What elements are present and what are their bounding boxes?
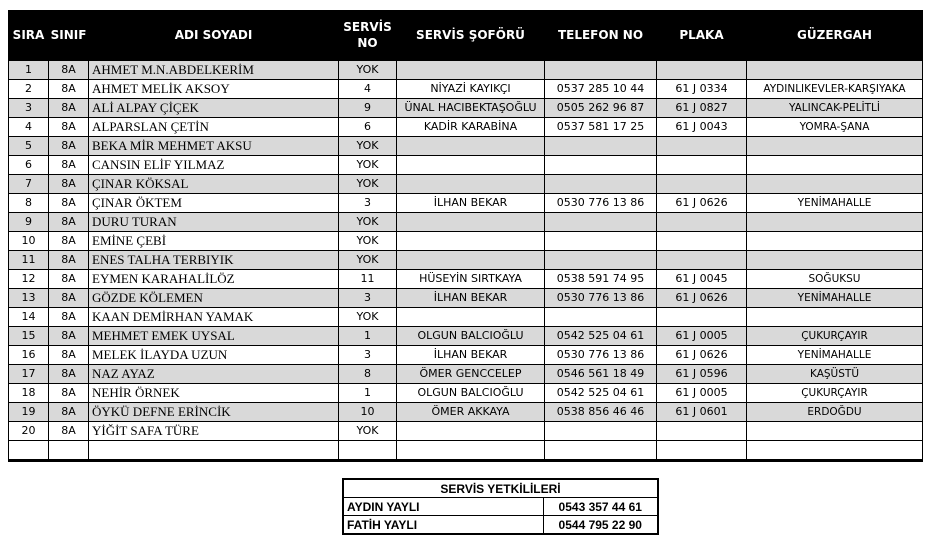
header-telefon-no: TELEFON NO <box>545 10 657 61</box>
cell-sofor: İLHAN BEKAR <box>397 346 545 365</box>
cell-sofor: İLHAN BEKAR <box>397 194 545 213</box>
authorities-title: SERVİS YETKİLİLERİ <box>343 479 658 498</box>
cell-plaka <box>657 175 747 194</box>
cell-telefon: 0542 525 04 61 <box>545 384 657 403</box>
table-row <box>9 156 923 175</box>
cell-telefon <box>545 175 657 194</box>
cell-sofor <box>397 137 545 156</box>
cell-guzergah <box>747 137 923 156</box>
cell-guzergah: YENİMAHALLE <box>747 194 923 213</box>
cell-sira: 8 <box>9 194 49 213</box>
cell-sofor <box>397 175 545 194</box>
cell-guzergah <box>747 251 923 270</box>
cell-name: ÇINAR KÖKSAL <box>89 175 339 194</box>
cell-guzergah: YENİMAHALLE <box>747 346 923 365</box>
cell-telefon: 0542 525 04 61 <box>545 327 657 346</box>
cell-sinif: 8A <box>49 213 89 232</box>
cell-sofor <box>397 251 545 270</box>
cell-sofor: KADİR KARABİNA <box>397 118 545 137</box>
cell-sira: 9 <box>9 213 49 232</box>
cell-servis: 11 <box>339 270 397 289</box>
table-row <box>9 403 923 422</box>
authority-name: FATİH YAYLI <box>343 516 543 535</box>
cell-name: DURU TURAN <box>89 213 339 232</box>
cell-plaka <box>657 308 747 327</box>
cell-guzergah: YALINCAK-PELİTLİ <box>747 99 923 118</box>
cell-guzergah: ÇUKURÇAYIR <box>747 327 923 346</box>
cell-name: EMİNE ÇEBİ <box>89 232 339 251</box>
table-row <box>9 137 923 156</box>
cell-sofor: NİYAZİ KAYIKÇI <box>397 80 545 99</box>
cell-plaka <box>657 422 747 441</box>
cell-plaka: 61 J 0626 <box>657 289 747 308</box>
cell-plaka <box>657 61 747 80</box>
cell-sofor <box>397 61 545 80</box>
cell-servis: YOK <box>339 251 397 270</box>
table-row <box>9 194 923 213</box>
cell-guzergah <box>747 61 923 80</box>
cell-name: BEKA MİR MEHMET AKSU <box>89 137 339 156</box>
cell-sinif: 8A <box>49 346 89 365</box>
cell-servis: YOK <box>339 61 397 80</box>
table-header-row <box>9 10 923 61</box>
cell-sira: 10 <box>9 232 49 251</box>
table-row <box>9 289 923 308</box>
header-plaka: PLAKA <box>657 10 747 61</box>
cell-servis: YOK <box>339 175 397 194</box>
cell-name: AHMET MELİK AKSOY <box>89 80 339 99</box>
cell-name: YİĞİT SAFA TÜRE <box>89 422 339 441</box>
cell-guzergah <box>747 422 923 441</box>
cell-telefon <box>545 137 657 156</box>
cell-sinif: 8A <box>49 270 89 289</box>
cell-servis: YOK <box>339 156 397 175</box>
cell-telefon <box>545 422 657 441</box>
cell-guzergah: SOĞUKSU <box>747 270 923 289</box>
cell-sofor <box>397 213 545 232</box>
cell-telefon: 0505 262 96 87 <box>545 99 657 118</box>
cell-sinif: 8A <box>49 232 89 251</box>
cell-sira: 15 <box>9 327 49 346</box>
empty-cell <box>657 441 747 461</box>
cell-sira: 11 <box>9 251 49 270</box>
cell-name: NAZ AYAZ <box>89 365 339 384</box>
cell-plaka <box>657 251 747 270</box>
cell-servis: 10 <box>339 403 397 422</box>
cell-sinif: 8A <box>49 175 89 194</box>
table-row <box>9 80 923 99</box>
cell-servis: 1 <box>339 327 397 346</box>
cell-name: NEHİR ÖRNEK <box>89 384 339 403</box>
cell-sofor <box>397 232 545 251</box>
cell-sinif: 8A <box>49 384 89 403</box>
header-sira: SIRA <box>9 10 49 61</box>
cell-sinif: 8A <box>49 289 89 308</box>
table-row <box>9 308 923 327</box>
cell-name: CANSIN ELİF YILMAZ <box>89 156 339 175</box>
cell-sira: 14 <box>9 308 49 327</box>
header-servis-no-line2: NO <box>357 36 378 50</box>
empty-cell <box>9 441 49 461</box>
cell-name: GÖZDE KÖLEMEN <box>89 289 339 308</box>
cell-sinif: 8A <box>49 308 89 327</box>
cell-servis: 3 <box>339 346 397 365</box>
cell-servis: 4 <box>339 80 397 99</box>
cell-sinif: 8A <box>49 365 89 384</box>
cell-sira: 7 <box>9 175 49 194</box>
cell-servis: YOK <box>339 422 397 441</box>
empty-cell <box>49 441 89 461</box>
cell-plaka: 61 J 0045 <box>657 270 747 289</box>
cell-plaka: 61 J 0596 <box>657 365 747 384</box>
cell-telefon: 0546 561 18 49 <box>545 365 657 384</box>
cell-plaka: 61 J 0043 <box>657 118 747 137</box>
cell-servis: 3 <box>339 194 397 213</box>
header-servis-no-line1: SERVİS <box>343 20 392 34</box>
student-service-table <box>8 10 923 462</box>
cell-name: MEHMET EMEK UYSAL <box>89 327 339 346</box>
cell-guzergah: YENİMAHALLE <box>747 289 923 308</box>
cell-telefon: 0530 776 13 86 <box>545 346 657 365</box>
cell-sinif: 8A <box>49 327 89 346</box>
cell-sira: 5 <box>9 137 49 156</box>
cell-telefon <box>545 213 657 232</box>
cell-sinif: 8A <box>49 61 89 80</box>
cell-sinif: 8A <box>49 80 89 99</box>
cell-telefon: 0537 581 17 25 <box>545 118 657 137</box>
cell-plaka: 61 J 0601 <box>657 403 747 422</box>
empty-row <box>9 441 923 461</box>
cell-sira: 18 <box>9 384 49 403</box>
cell-telefon: 0530 776 13 86 <box>545 289 657 308</box>
header-servis-no <box>339 10 397 61</box>
authority-row <box>343 516 658 535</box>
table-row <box>9 251 923 270</box>
cell-telefon <box>545 232 657 251</box>
cell-sira: 2 <box>9 80 49 99</box>
cell-sira: 16 <box>9 346 49 365</box>
cell-guzergah <box>747 232 923 251</box>
cell-guzergah: KAŞÜSTÜ <box>747 365 923 384</box>
cell-name: ALİ ALPAY ÇİÇEK <box>89 99 339 118</box>
table-row <box>9 213 923 232</box>
cell-plaka <box>657 156 747 175</box>
table-row <box>9 99 923 118</box>
cell-plaka <box>657 213 747 232</box>
cell-servis: YOK <box>339 213 397 232</box>
cell-sira: 3 <box>9 99 49 118</box>
cell-name: ALPARSLAN ÇETİN <box>89 118 339 137</box>
cell-sofor: ÖMER GENCCELEP <box>397 365 545 384</box>
cell-sinif: 8A <box>49 99 89 118</box>
header-adi-soyadi: ADI SOYADI <box>89 10 339 61</box>
empty-cell <box>397 441 545 461</box>
authority-row <box>343 498 658 516</box>
cell-sofor <box>397 308 545 327</box>
authority-phone: 0543 357 44 61 <box>543 498 658 516</box>
table-row <box>9 384 923 403</box>
cell-name: EYMEN KARAHALİLÖZ <box>89 270 339 289</box>
cell-telefon: 0537 285 10 44 <box>545 80 657 99</box>
cell-name: ÖYKÜ DEFNE ERİNCİK <box>89 403 339 422</box>
cell-sira: 1 <box>9 61 49 80</box>
cell-telefon: 0530 776 13 86 <box>545 194 657 213</box>
table-row <box>9 61 923 80</box>
cell-servis: 6 <box>339 118 397 137</box>
header-guzergah: GÜZERGAH <box>747 10 923 61</box>
cell-sofor: İLHAN BEKAR <box>397 289 545 308</box>
cell-guzergah: ÇUKURÇAYIR <box>747 384 923 403</box>
empty-cell <box>339 441 397 461</box>
cell-sofor: OLGUN BALCIOĞLU <box>397 384 545 403</box>
table-row <box>9 365 923 384</box>
cell-telefon: 0538 591 74 95 <box>545 270 657 289</box>
cell-sira: 12 <box>9 270 49 289</box>
cell-sinif: 8A <box>49 251 89 270</box>
cell-sinif: 8A <box>49 194 89 213</box>
empty-cell <box>747 441 923 461</box>
cell-servis: YOK <box>339 137 397 156</box>
cell-servis: YOK <box>339 232 397 251</box>
table-row <box>9 175 923 194</box>
table-row <box>9 118 923 137</box>
cell-sinif: 8A <box>49 156 89 175</box>
table-body <box>9 61 923 461</box>
cell-sofor: ÖMER AKKAYA <box>397 403 545 422</box>
cell-sira: 6 <box>9 156 49 175</box>
cell-plaka: 61 J 0626 <box>657 346 747 365</box>
cell-servis: YOK <box>339 308 397 327</box>
cell-guzergah: YOMRA-ŞANA <box>747 118 923 137</box>
cell-servis: 1 <box>339 384 397 403</box>
cell-sira: 19 <box>9 403 49 422</box>
authority-phone: 0544 795 22 90 <box>543 516 658 535</box>
cell-plaka <box>657 232 747 251</box>
cell-name: MELEK İLAYDA UZUN <box>89 346 339 365</box>
cell-sira: 20 <box>9 422 49 441</box>
cell-sira: 17 <box>9 365 49 384</box>
cell-sira: 13 <box>9 289 49 308</box>
cell-sofor: HÜSEYİN SIRTKAYA <box>397 270 545 289</box>
cell-telefon <box>545 308 657 327</box>
cell-sofor: ÜNAL HACIBEKTAŞOĞLU <box>397 99 545 118</box>
cell-plaka <box>657 137 747 156</box>
cell-plaka: 61 J 0005 <box>657 327 747 346</box>
header-sinif: SINIF <box>49 10 89 61</box>
table-row <box>9 270 923 289</box>
cell-sinif: 8A <box>49 422 89 441</box>
cell-servis: 3 <box>339 289 397 308</box>
cell-sofor: OLGUN BALCIOĞLU <box>397 327 545 346</box>
cell-name: ÇINAR ÖKTEM <box>89 194 339 213</box>
cell-sofor <box>397 422 545 441</box>
cell-sofor <box>397 156 545 175</box>
cell-plaka: 61 J 0334 <box>657 80 747 99</box>
cell-sinif: 8A <box>49 403 89 422</box>
header-servis-soforu: SERVİS ŞOFÖRÜ <box>397 10 545 61</box>
cell-name: ENES TALHA TERBIYIK <box>89 251 339 270</box>
cell-sinif: 8A <box>49 137 89 156</box>
cell-guzergah <box>747 308 923 327</box>
cell-telefon <box>545 156 657 175</box>
cell-telefon <box>545 251 657 270</box>
cell-servis: 8 <box>339 365 397 384</box>
table-row <box>9 327 923 346</box>
empty-cell <box>545 441 657 461</box>
cell-sira: 4 <box>9 118 49 137</box>
cell-plaka: 61 J 0827 <box>657 99 747 118</box>
cell-guzergah <box>747 156 923 175</box>
cell-name: AHMET M.N.ABDELKERİM <box>89 61 339 80</box>
cell-plaka: 61 J 0005 <box>657 384 747 403</box>
cell-guzergah <box>747 213 923 232</box>
service-authorities-table <box>342 478 659 535</box>
table-row <box>9 346 923 365</box>
authority-name: AYDIN YAYLI <box>343 498 543 516</box>
cell-plaka: 61 J 0626 <box>657 194 747 213</box>
table-row <box>9 422 923 441</box>
cell-guzergah: AYDINLIKEVLER-KARŞIYAKA <box>747 80 923 99</box>
cell-sinif: 8A <box>49 118 89 137</box>
table-row <box>9 232 923 251</box>
cell-guzergah <box>747 175 923 194</box>
cell-servis: 9 <box>339 99 397 118</box>
cell-guzergah: ERDOĞDU <box>747 403 923 422</box>
cell-telefon: 0538 856 46 46 <box>545 403 657 422</box>
cell-name: KAAN DEMİRHAN YAMAK <box>89 308 339 327</box>
cell-telefon <box>545 61 657 80</box>
empty-cell <box>89 441 339 461</box>
